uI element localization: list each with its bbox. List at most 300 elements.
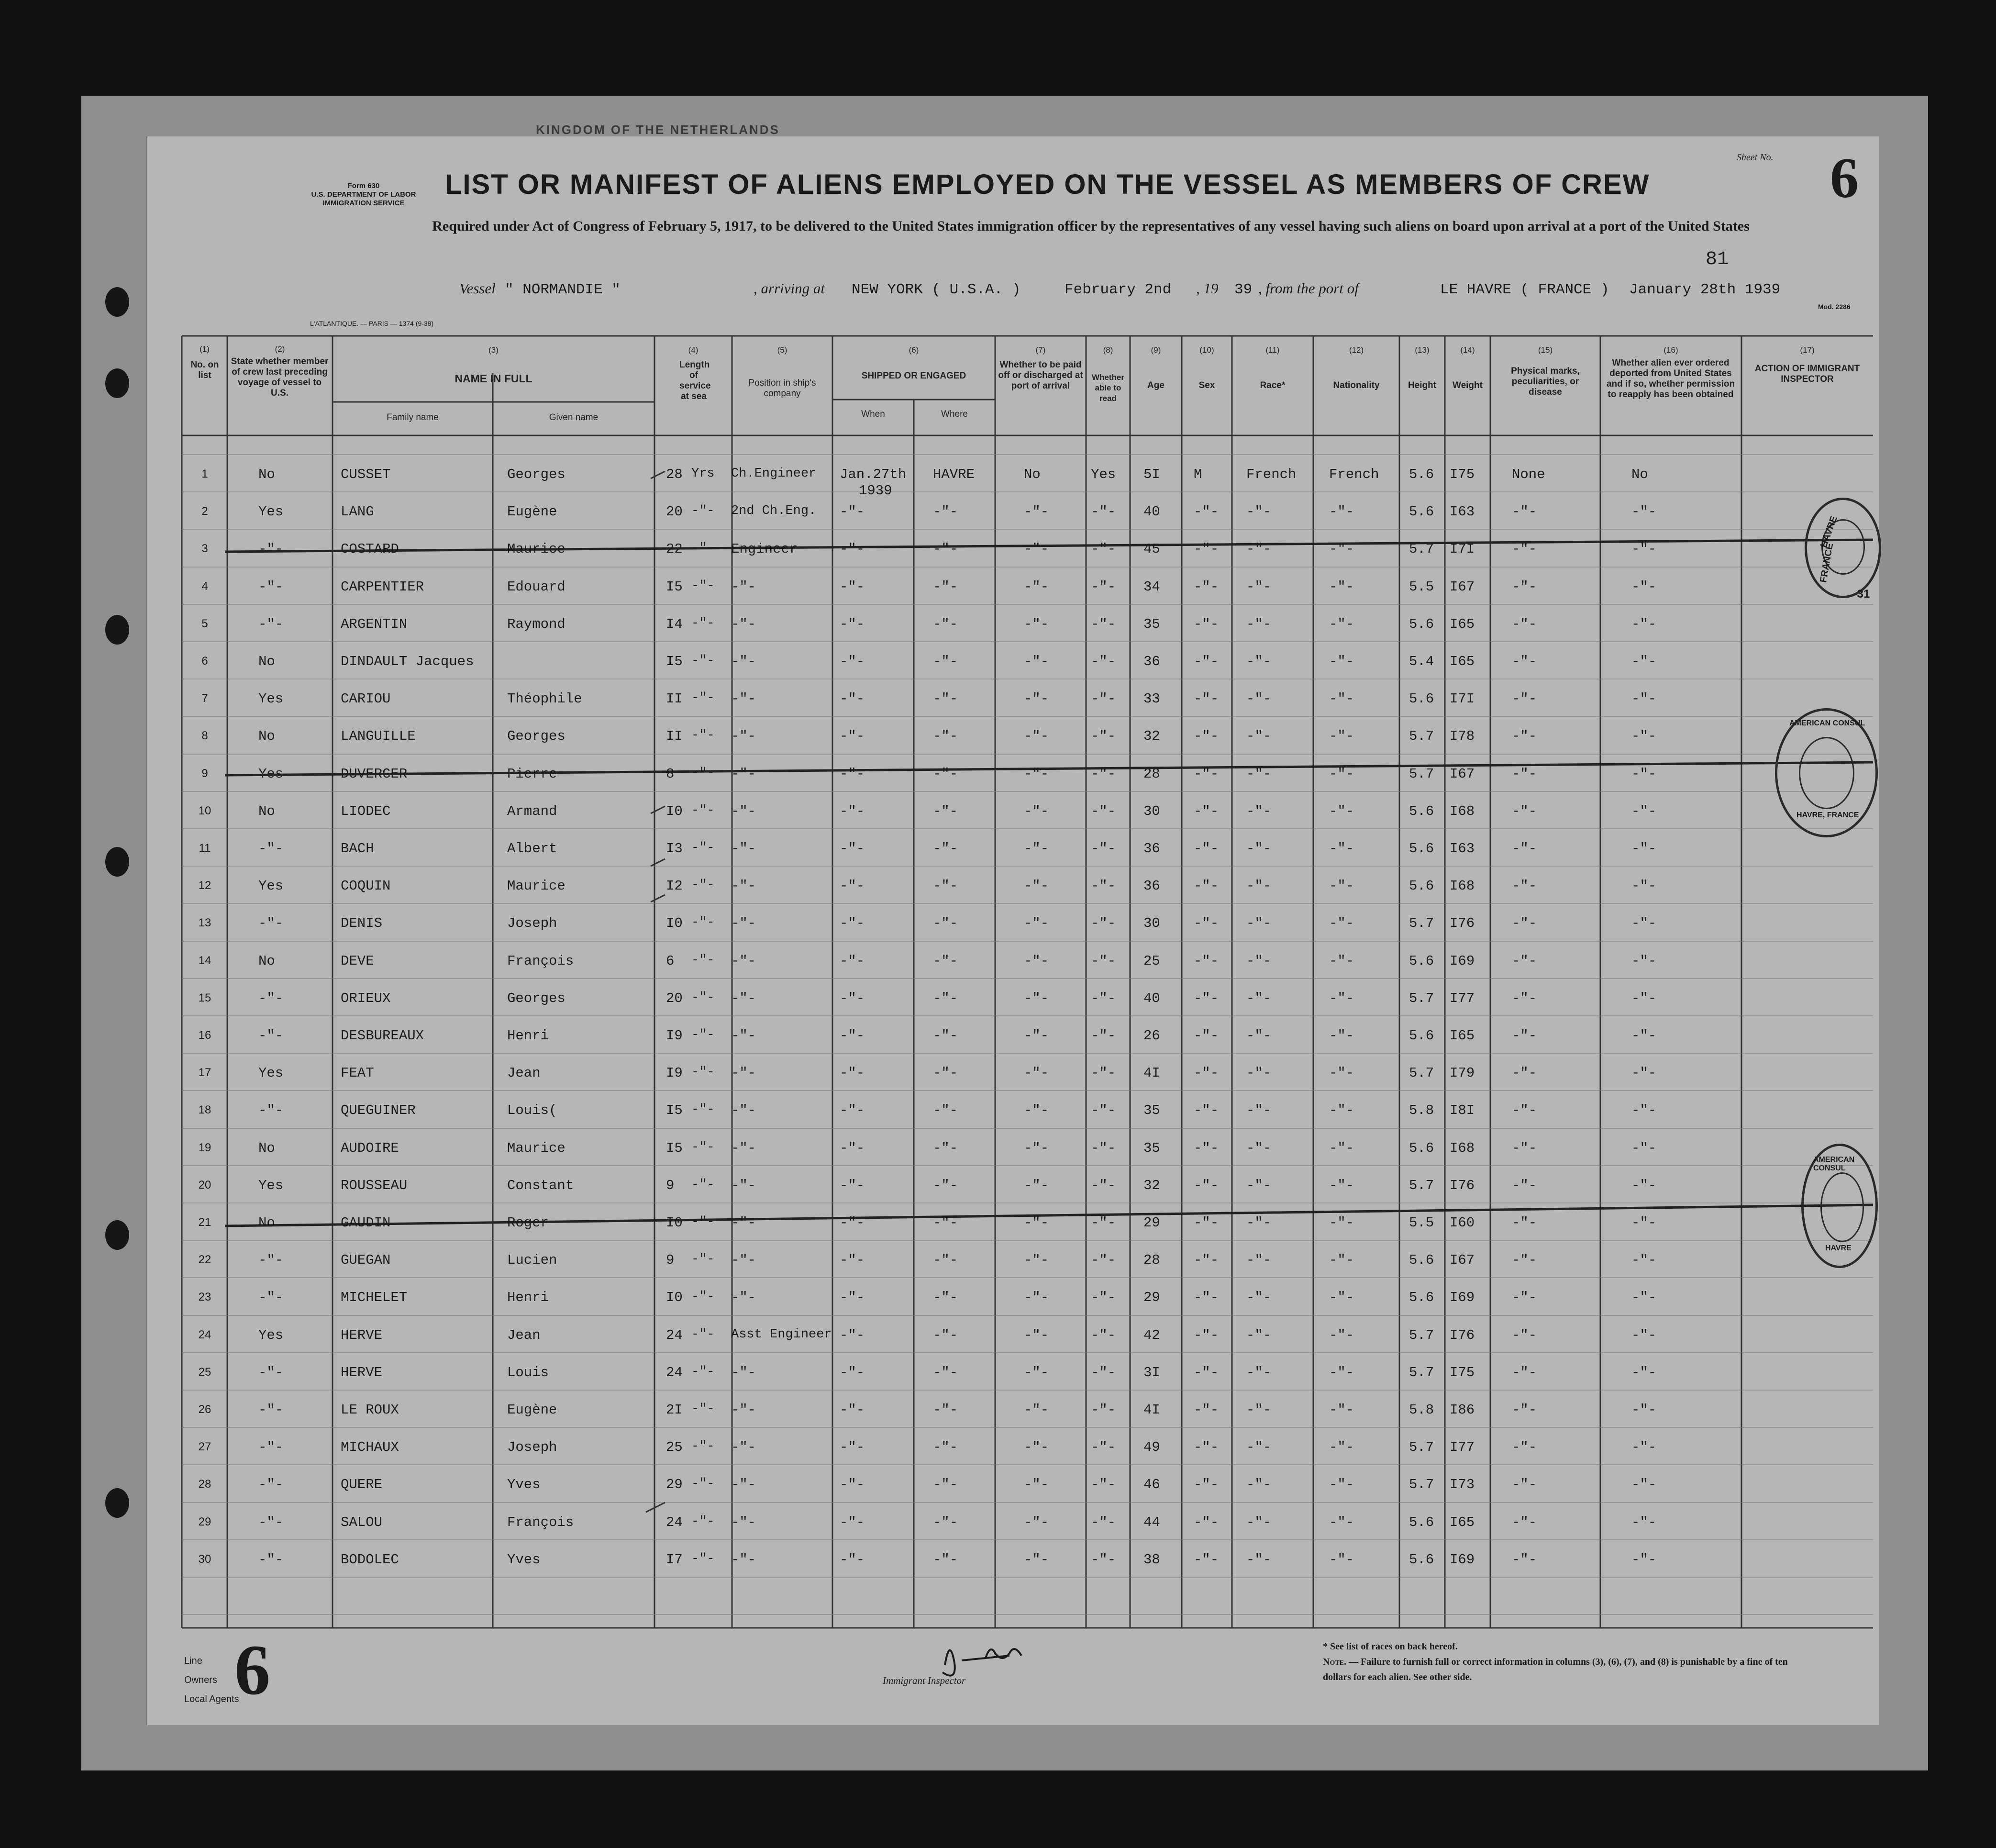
- given-name-cell: Roger: [507, 1215, 549, 1231]
- paid-off-cell: No: [1024, 467, 1041, 482]
- service-unit-cell: -"-: [691, 1177, 715, 1192]
- position-cell: -"-: [731, 616, 756, 632]
- physical-marks-cell: -"-: [1512, 1477, 1537, 1493]
- weight-cell: I63: [1450, 841, 1475, 857]
- row-number-cell: 28: [198, 1478, 211, 1491]
- age-cell: 4I: [1143, 1065, 1160, 1081]
- inspector-label: Immigrant Inspector: [883, 1675, 966, 1686]
- able-to-read-cell: -"-: [1091, 1402, 1116, 1418]
- shipped-when-cell: -"-: [840, 766, 865, 782]
- sex-cell: -"-: [1194, 1364, 1219, 1380]
- col15-number: (15): [1538, 345, 1553, 355]
- service-cell: 28: [666, 467, 683, 482]
- weight-cell: I76: [1450, 915, 1475, 932]
- shipped-where-cell: -"-: [933, 1252, 958, 1269]
- weight-cell: I75: [1450, 467, 1475, 482]
- footer-notes: * See list of races on back hereof. Note. — Failure to furnish full or correct information in columns (3), (6), (7), and (8) is punishable by a fine of ten dollars for each alien. See other side.: [1323, 1641, 1788, 1682]
- row-number-cell: 19: [198, 1141, 211, 1154]
- service-cell: I4: [666, 616, 683, 632]
- shipped-when-cell: -"-: [840, 841, 865, 857]
- age-cell: 46: [1143, 1477, 1160, 1493]
- sex-cell: -"-: [1194, 1215, 1219, 1231]
- position-cell: -"-: [731, 1439, 756, 1456]
- consul-stamp-2: AMERICAN CONSUL HAVRE: [1801, 1144, 1878, 1268]
- shipped-where-cell: -"-: [933, 1551, 958, 1568]
- age-cell: 29: [1143, 1290, 1160, 1306]
- sex-cell: -"-: [1194, 953, 1219, 969]
- row-number-cell: 17: [198, 1066, 211, 1080]
- age-cell: 38: [1143, 1551, 1160, 1568]
- service-unit-cell: -"-: [691, 654, 715, 668]
- paid-off-cell: -"-: [1024, 1364, 1049, 1380]
- family-name-cell: QUERE: [341, 1477, 383, 1493]
- deported-cell: -"-: [1631, 1252, 1657, 1269]
- height-cell: 5.7: [1409, 1327, 1434, 1343]
- paid-off-cell: -"-: [1024, 1215, 1049, 1231]
- position-cell: Engineer: [731, 541, 798, 557]
- nationality-cell: -"-: [1329, 1065, 1354, 1081]
- service-unit-cell: -"-: [691, 841, 715, 855]
- age-cell: 5I: [1143, 467, 1160, 482]
- service-cell: II: [666, 728, 683, 745]
- nationality-cell: -"-: [1329, 1551, 1354, 1568]
- physical-marks-cell: -"-: [1512, 654, 1537, 669]
- race-cell: -"-: [1246, 915, 1272, 932]
- row-number-cell: 16: [198, 1029, 211, 1042]
- footer-sheet-number: 6: [234, 1630, 270, 1710]
- sex-cell: -"-: [1194, 990, 1219, 1006]
- prev-cell: Yes: [258, 504, 284, 520]
- sex-cell: -"-: [1194, 541, 1219, 557]
- family-name-cell: CUSSET: [341, 467, 391, 482]
- paid-off-cell: -"-: [1024, 953, 1049, 969]
- nationality-cell: -"-: [1329, 1028, 1354, 1044]
- service-cell: 9: [666, 1177, 675, 1193]
- page-title: LIST OR MANIFEST OF ALIENS EMPLOYED ON THE VESSEL AS MEMBERS OF CREW: [445, 169, 1650, 200]
- physical-marks-cell: -"-: [1512, 504, 1537, 520]
- able-to-read-cell: -"-: [1091, 1364, 1116, 1380]
- service-unit-cell: -"-: [691, 990, 715, 1005]
- col2-header: State whether member of crew last preceding voyage of vessel to U.S.: [231, 356, 329, 398]
- given-name-cell: Raymond: [507, 616, 566, 632]
- nationality-cell: -"-: [1329, 990, 1354, 1006]
- service-unit-cell: -"-: [691, 1327, 715, 1342]
- sex-cell: -"-: [1194, 1477, 1219, 1493]
- age-cell: 49: [1143, 1439, 1160, 1456]
- age-cell: 42: [1143, 1327, 1160, 1343]
- nationality-cell: -"-: [1329, 1439, 1354, 1456]
- deported-cell: -"-: [1631, 915, 1657, 932]
- shipped-when-cell: -"-: [840, 1028, 865, 1044]
- shipped-where-cell: -"-: [933, 1327, 958, 1343]
- age-cell: 30: [1143, 915, 1160, 932]
- prev-cell: No: [258, 467, 275, 482]
- col1-number: (1): [200, 345, 210, 354]
- col1-header: No. on list: [190, 360, 219, 380]
- row-number-cell: 7: [201, 692, 208, 705]
- shipped-when-cell: -"-: [840, 691, 865, 707]
- weight-cell: I69: [1450, 953, 1475, 969]
- shipped-when-cell: -"-: [840, 654, 865, 669]
- nationality-cell: -"-: [1329, 1402, 1354, 1418]
- shipped-when-cell: -"-: [840, 1439, 865, 1456]
- race-cell: -"-: [1246, 504, 1272, 520]
- age-cell: 44: [1143, 1514, 1160, 1530]
- given-name-cell: Georges: [507, 467, 566, 482]
- weight-cell: I67: [1450, 579, 1475, 595]
- shipped-when-cell: -"-: [840, 953, 865, 969]
- race-cell: -"-: [1246, 841, 1272, 857]
- service-unit-cell: -"-: [691, 616, 715, 631]
- race-cell: -"-: [1246, 616, 1272, 632]
- paid-off-cell: -"-: [1024, 803, 1049, 819]
- height-cell: 5.6: [1409, 504, 1434, 520]
- paid-off-cell: -"-: [1024, 1290, 1049, 1306]
- prev-cell: No: [258, 654, 275, 669]
- age-cell: 32: [1143, 1177, 1160, 1193]
- height-cell: 5.7: [1409, 728, 1434, 745]
- age-cell: 26: [1143, 1028, 1160, 1044]
- sex-cell: -"-: [1194, 878, 1219, 894]
- age-cell: 32: [1143, 728, 1160, 745]
- age-cell: 40: [1143, 990, 1160, 1006]
- paid-off-cell: -"-: [1024, 616, 1049, 632]
- service-cell: I0: [666, 1290, 683, 1306]
- family-name-cell: ORIEUX: [341, 990, 391, 1006]
- arriving-port: NEW YORK ( U.S.A. ): [852, 281, 1021, 298]
- prev-cell: -"-: [258, 990, 284, 1006]
- col3-header: NAME IN FULL: [455, 372, 532, 385]
- shipped-when-cell: -"-: [840, 1477, 865, 1493]
- shipped-when-cell: -"-: [840, 990, 865, 1006]
- service-unit-cell: -"-: [691, 803, 715, 818]
- col11-number: (11): [1265, 345, 1280, 355]
- given-name-cell: Georges: [507, 728, 566, 745]
- able-to-read-cell: -"-: [1091, 1327, 1116, 1343]
- service-cell: 9: [666, 1252, 675, 1269]
- row-number-cell: 9: [201, 767, 208, 780]
- shipped-where-cell: -"-: [933, 1290, 958, 1306]
- race-cell: -"-: [1246, 803, 1272, 819]
- deported-cell: -"-: [1631, 616, 1657, 632]
- service-unit-cell: -"-: [691, 1514, 715, 1529]
- shipped-where-cell: -"-: [933, 504, 958, 520]
- sex-cell: -"-: [1194, 1102, 1219, 1119]
- height-cell: 5.6: [1409, 691, 1434, 707]
- prev-cell: -"-: [258, 1102, 284, 1119]
- deported-cell: -"-: [1631, 1065, 1657, 1081]
- shipped-when-cell: -"-: [840, 504, 865, 520]
- service-cell: I5: [666, 654, 683, 669]
- position-cell: -"-: [731, 1551, 756, 1568]
- position-cell: -"-: [731, 841, 756, 857]
- age-cell: 28: [1143, 1252, 1160, 1269]
- age-cell: 25: [1143, 953, 1160, 969]
- weight-cell: I86: [1450, 1402, 1475, 1418]
- from-label: , from the port of: [1258, 280, 1359, 297]
- service-unit-cell: -"-: [691, 1215, 715, 1229]
- sex-cell: -"-: [1194, 803, 1219, 819]
- family-name-cell: ARGENTIN: [341, 616, 408, 632]
- year-suffix: 39: [1234, 281, 1253, 298]
- family-name-cell: DESBUREAUX: [341, 1028, 424, 1044]
- able-to-read-cell: -"-: [1091, 1551, 1116, 1568]
- position-cell: -"-: [731, 1252, 756, 1269]
- paid-off-cell: -"-: [1024, 990, 1049, 1006]
- service-unit-cell: -"-: [691, 541, 715, 556]
- sex-cell: -"-: [1194, 728, 1219, 745]
- service-cell: I0: [666, 803, 683, 819]
- paid-off-cell: -"-: [1024, 1402, 1049, 1418]
- race-cell: -"-: [1246, 1327, 1272, 1343]
- position-cell: -"-: [731, 990, 756, 1006]
- able-to-read-cell: -"-: [1091, 766, 1116, 782]
- position-cell: -"-: [731, 803, 756, 819]
- given-name-cell: Edouard: [507, 579, 566, 595]
- col8-header: Whether able to read: [1092, 373, 1124, 403]
- service-cell: I0: [666, 1215, 683, 1231]
- model-number: Mod. 2286: [1818, 303, 1851, 311]
- race-cell: -"-: [1246, 1065, 1272, 1081]
- family-name-cell: COQUIN: [341, 878, 391, 894]
- able-to-read-cell: -"-: [1091, 728, 1116, 745]
- weight-cell: I77: [1450, 990, 1475, 1006]
- row-number-cell: 22: [198, 1253, 211, 1267]
- row-number-cell: 4: [201, 579, 208, 593]
- height-cell: 5.7: [1409, 766, 1434, 782]
- col13-number: (13): [1415, 345, 1430, 355]
- height-cell: 5.6: [1409, 878, 1434, 894]
- service-cell: I9: [666, 1028, 683, 1044]
- able-to-read-cell: -"-: [1091, 1102, 1116, 1119]
- vessel-name: " NORMANDIE ": [505, 281, 621, 298]
- physical-marks-cell: -"-: [1512, 1514, 1537, 1530]
- family-name-cell: GUEGAN: [341, 1252, 391, 1269]
- age-cell: 35: [1143, 616, 1160, 632]
- physical-marks-cell: -"-: [1512, 1215, 1537, 1231]
- row-number-cell: 30: [198, 1552, 211, 1566]
- race-cell: -"-: [1246, 990, 1272, 1006]
- sex-cell: -"-: [1194, 1140, 1219, 1156]
- race-cell: -"-: [1246, 1290, 1272, 1306]
- weight-cell: I65: [1450, 1028, 1475, 1044]
- service-unit-cell: -"-: [691, 915, 715, 930]
- race-cell: -"-: [1246, 541, 1272, 557]
- weight-cell: I63: [1450, 504, 1475, 520]
- physical-marks-cell: -"-: [1512, 766, 1537, 782]
- physical-marks-cell: None: [1512, 467, 1545, 482]
- service-cell: I5: [666, 579, 683, 595]
- shipped-where-cell: -"-: [933, 990, 958, 1006]
- height-cell: 5.6: [1409, 616, 1434, 632]
- deported-cell: -"-: [1631, 691, 1657, 707]
- weight-cell: I67: [1450, 1252, 1475, 1269]
- paid-off-cell: -"-: [1024, 1065, 1049, 1081]
- nationality-cell: -"-: [1329, 878, 1354, 894]
- given-name-cell: Maurice: [507, 878, 566, 894]
- weight-cell: I65: [1450, 1514, 1475, 1530]
- row-number-cell: 11: [199, 842, 211, 855]
- shipped-when-cell: -"-: [840, 803, 865, 819]
- position-cell: -"-: [731, 953, 756, 969]
- position-cell: Ch.Engineer: [731, 467, 817, 481]
- weight-cell: I73: [1450, 1477, 1475, 1493]
- shipped-when-cell: -"-: [840, 1364, 865, 1380]
- position-cell: -"-: [731, 1477, 756, 1493]
- nationality-cell: -"-: [1329, 1177, 1354, 1193]
- race-cell: -"-: [1246, 1514, 1272, 1530]
- col6-header: SHIPPED OR ENGAGED: [861, 371, 966, 381]
- family-name-cell: BACH: [341, 841, 374, 857]
- nationality-cell: -"-: [1329, 1290, 1354, 1306]
- given-name-cell: Henri: [507, 1290, 549, 1306]
- sex-cell: -"-: [1194, 504, 1219, 520]
- shipped-when-cell: -"-: [840, 1514, 865, 1530]
- age-cell: 40: [1143, 504, 1160, 520]
- shipped-where-cell: -"-: [933, 1477, 958, 1493]
- shipped-where-cell: -"-: [933, 616, 958, 632]
- shipped-when-cell: -"-: [840, 1551, 865, 1568]
- service-cell: 20: [666, 990, 683, 1006]
- weight-cell: I69: [1450, 1290, 1475, 1306]
- race-cell: -"-: [1246, 1028, 1272, 1044]
- given-name-cell: Joseph: [507, 915, 557, 932]
- given-name-cell: Joseph: [507, 1439, 557, 1456]
- position-cell: Asst Engineer: [731, 1327, 832, 1342]
- prev-cell: No: [258, 803, 275, 819]
- height-cell: 5.7: [1409, 1477, 1434, 1493]
- position-cell: -"-: [731, 1140, 756, 1156]
- deported-cell: -"-: [1631, 878, 1657, 894]
- physical-marks-cell: -"-: [1512, 1140, 1537, 1156]
- service-unit-cell: -"-: [691, 1065, 715, 1080]
- height-cell: 5.7: [1409, 915, 1434, 932]
- race-cell: -"-: [1246, 1439, 1272, 1456]
- row-number-cell: 10: [198, 804, 211, 817]
- row-number-cell: 26: [198, 1403, 211, 1416]
- given-name-cell: François: [507, 1514, 574, 1530]
- race-cell: -"-: [1246, 1252, 1272, 1269]
- physical-marks-cell: -"-: [1512, 1065, 1537, 1081]
- col15-header: Physical marks, peculiarities, or disease: [1511, 366, 1580, 397]
- able-to-read-cell: -"-: [1091, 579, 1116, 595]
- weight-cell: I68: [1450, 1140, 1475, 1156]
- weight-cell: I76: [1450, 1177, 1475, 1193]
- prev-cell: -"-: [258, 616, 284, 632]
- sex-cell: -"-: [1194, 691, 1219, 707]
- position-cell: -"-: [731, 654, 756, 669]
- nationality-cell: -"-: [1329, 841, 1354, 857]
- given-name-cell: Jean: [507, 1327, 541, 1343]
- prev-cell: -"-: [258, 1364, 284, 1380]
- able-to-read-cell: -"-: [1091, 654, 1116, 669]
- prev-cell: Yes: [258, 878, 284, 894]
- arriving-label: , arriving at: [754, 280, 825, 297]
- paid-off-cell: -"-: [1024, 878, 1049, 894]
- physical-marks-cell: -"-: [1512, 1102, 1537, 1119]
- family-name-cell: MICHELET: [341, 1290, 408, 1306]
- given-name-cell: Pierre: [507, 766, 557, 782]
- shipped-where-cell: -"-: [933, 1439, 958, 1456]
- paid-off-cell: -"-: [1024, 915, 1049, 932]
- service-cell: I5: [666, 1140, 683, 1156]
- family-name-cell: FEAT: [341, 1065, 374, 1081]
- service-unit-cell: -"-: [691, 878, 715, 893]
- able-to-read-cell: -"-: [1091, 691, 1116, 707]
- position-cell: -"-: [731, 1102, 756, 1119]
- deported-cell: -"-: [1631, 953, 1657, 969]
- nationality-cell: -"-: [1329, 504, 1354, 520]
- shipped-when-cell: -"-: [840, 1402, 865, 1418]
- paid-off-cell: -"-: [1024, 541, 1049, 557]
- shipped-where-cell: -"-: [933, 1364, 958, 1380]
- row-number-cell: 5: [201, 617, 208, 630]
- prev-cell: No: [258, 1140, 275, 1156]
- col10-header: Sex: [1198, 380, 1215, 390]
- weight-cell: I76: [1450, 1327, 1475, 1343]
- deported-cell: -"-: [1631, 1028, 1657, 1044]
- service-unit-cell: -"-: [691, 1140, 715, 1155]
- paid-off-cell: -"-: [1024, 691, 1049, 707]
- position-cell: -"-: [731, 579, 756, 595]
- from-port: LE HAVRE ( FRANCE ): [1440, 281, 1609, 298]
- nationality-cell: -"-: [1329, 1327, 1354, 1343]
- deported-cell: -"-: [1631, 1140, 1657, 1156]
- prev-cell: -"-: [258, 915, 284, 932]
- age-cell: 29: [1143, 1215, 1160, 1231]
- physical-marks-cell: -"-: [1512, 1439, 1537, 1456]
- weight-cell: I68: [1450, 878, 1475, 894]
- prev-cell: No: [258, 728, 275, 745]
- deported-cell: -"-: [1631, 1477, 1657, 1493]
- nationality-cell: -"-: [1329, 915, 1354, 932]
- age-cell: 36: [1143, 654, 1160, 669]
- col16-number: (16): [1663, 345, 1678, 355]
- able-to-read-cell: -"-: [1091, 1065, 1116, 1081]
- paid-off-cell: -"-: [1024, 1102, 1049, 1119]
- given-name-cell: Georges: [507, 990, 566, 1006]
- shipped-where-cell: -"-: [933, 541, 958, 557]
- height-cell: 5.7: [1409, 541, 1434, 557]
- given-name-cell: Louis: [507, 1364, 549, 1380]
- able-to-read-cell: -"-: [1091, 1439, 1116, 1456]
- prev-cell: -"-: [258, 541, 284, 557]
- service-unit-cell: -"-: [691, 1402, 715, 1416]
- able-to-read-cell: -"-: [1091, 1215, 1116, 1231]
- paid-off-cell: -"-: [1024, 1177, 1049, 1193]
- deported-cell: -"-: [1631, 1177, 1657, 1193]
- page-subtitle: Required under Act of Congress of February 5, 1917, to be delivered to the United States immigration officer by the representatives of any vessel having such aliens on board upon arrival at a port of the United States: [432, 218, 1750, 234]
- race-cell: -"-: [1246, 1477, 1272, 1493]
- col3-family-header: Family name: [387, 412, 439, 423]
- given-name-cell: Eugène: [507, 504, 557, 520]
- able-to-read-cell: Yes: [1091, 467, 1116, 482]
- given-name-cell: Yves: [507, 1477, 541, 1493]
- paid-off-cell: -"-: [1024, 579, 1049, 595]
- owners-label: Owners: [184, 1675, 217, 1685]
- arrival-date: February 2nd: [1065, 281, 1172, 298]
- weight-cell: I8I: [1450, 1102, 1475, 1119]
- age-cell: 36: [1143, 841, 1160, 857]
- row-number-cell: 13: [198, 916, 211, 930]
- family-name-cell: DUVERGER: [341, 766, 408, 782]
- age-cell: 45: [1143, 541, 1160, 557]
- service-cell: 8: [666, 766, 675, 782]
- shipped-where-cell: -"-: [933, 728, 958, 745]
- deported-cell: -"-: [1631, 803, 1657, 819]
- col17-header: ACTION OF IMMIGRANT INSPECTOR: [1754, 364, 1860, 384]
- prev-cell: -"-: [258, 1551, 284, 1568]
